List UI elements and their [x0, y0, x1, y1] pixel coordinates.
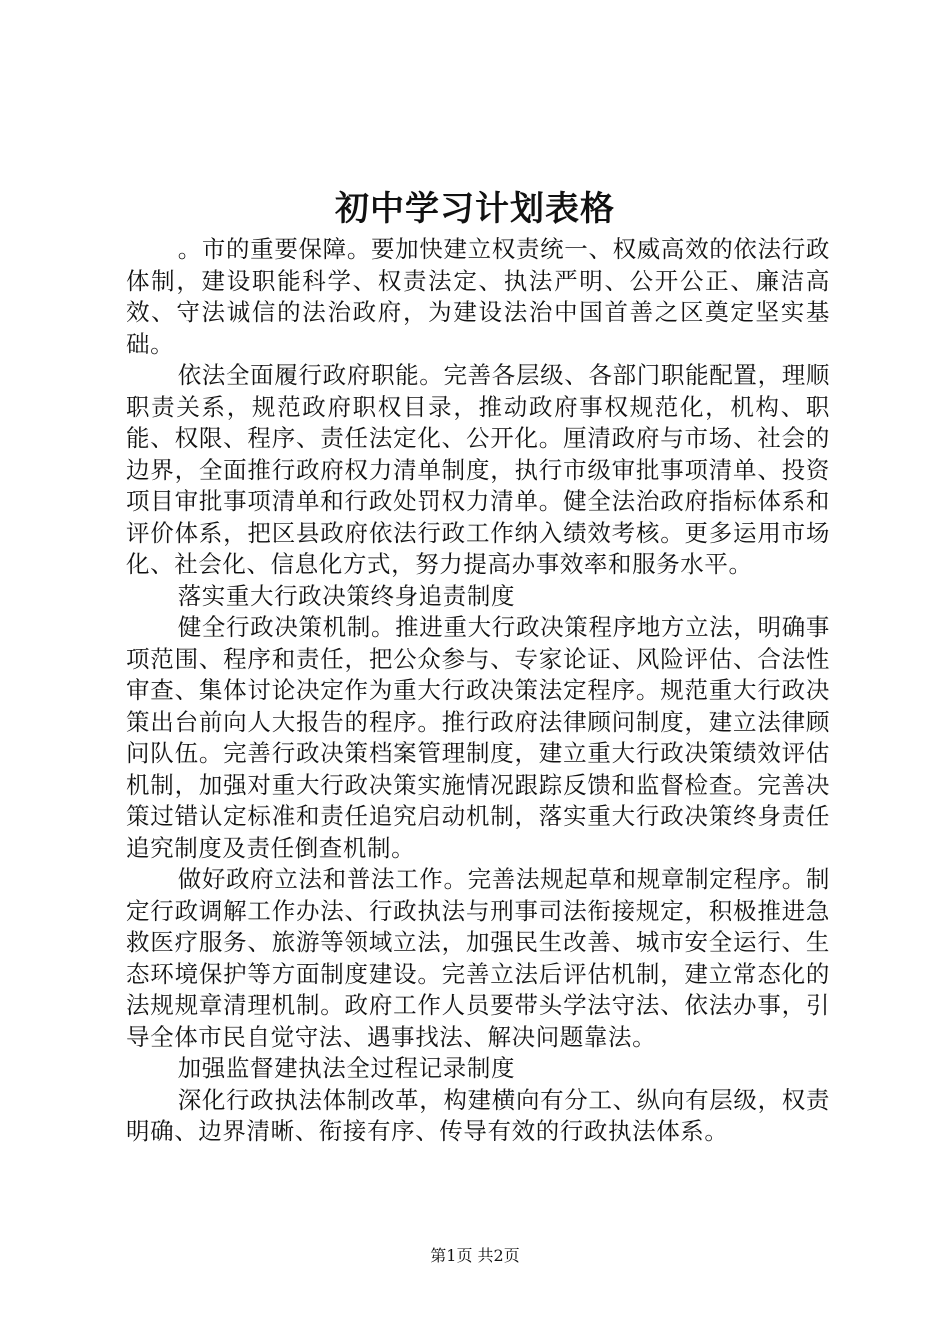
paragraph: 依法全面履行政府职能。完善各层级、各部门职能配置，理顺职责关系，规范政府职权目录，推动政府事权规范化，机构、职能、权限、程序、责任法定化、公开化。厘清政府与市场、社会的边界，全面推行政府权力清单制度，执行市级审批事项清单、投资项目审批事项清单和行政处罚权力清单。健全法治政府指标体系和评价体系，把区县政府依法行政工作纳入绩效考核。更多运用市场化、社会化、信息化方式，努力提高办事效率和服务水平。 [126, 361, 830, 578]
document-title: 初中学习计划表格 [335, 189, 615, 229]
section-heading: 加强监督建执法全过程记录制度 [177, 1054, 516, 1082]
paragraph: 健全行政决策机制。推进重大行政决策程序地方立法，明确事项范围、程序和责任，把公众参与、专家论证、风险评估、合法性审查、集体讨论决定作为重大行政决策法定程序。规范重大行政决策出台前向人大报告的程序。推行政府法律顾问制度，建立法律顾问队伍。完善行政决策档案管理制度，建立重大行政决策绩效评估机制，加强对重大行政决策实施情况跟踪反馈和监督检查。完善决策过错认定标准和责任追究启动机制，落实重大行政决策终身责任追究制度及责任倒查机制。 [126, 613, 830, 862]
paragraph: 做好政府立法和普法工作。完善法规起草和规章制定程序。制定行政调解工作办法、行政执法与刑事司法衔接规定，积极推进急救医疗服务、旅游等领域立法，加强民生改善、城市安全运行、生态环境保护等方面制度建设。完善立法后评估机制，建立常态化的法规规章清理机制。政府工作人员要带头学法守法、依法办事，引导全体市民自觉守法、遇事找法、解决问题靠法。 [126, 865, 830, 1051]
paragraph: 。市的重要保障。要加快建立权责统一、权威高效的依法行政体制，建设职能科学、权责法定、执法严明、公开公正、廉洁高效、守法诚信的法治政府，为建设法治中国首善之区奠定坚实基础。 [126, 235, 830, 358]
section-heading: 落实重大行政决策终身追责制度 [177, 581, 516, 610]
paragraph: 深化行政执法体制改革，构建横向有分工、纵向有层级，权责明确、边界清晰、衔接有序、传导有效的行政执法体系。 [126, 1085, 830, 1145]
document-body [126, 234, 830, 1148]
page-footer: 第1页 共2页 [430, 1246, 520, 1265]
